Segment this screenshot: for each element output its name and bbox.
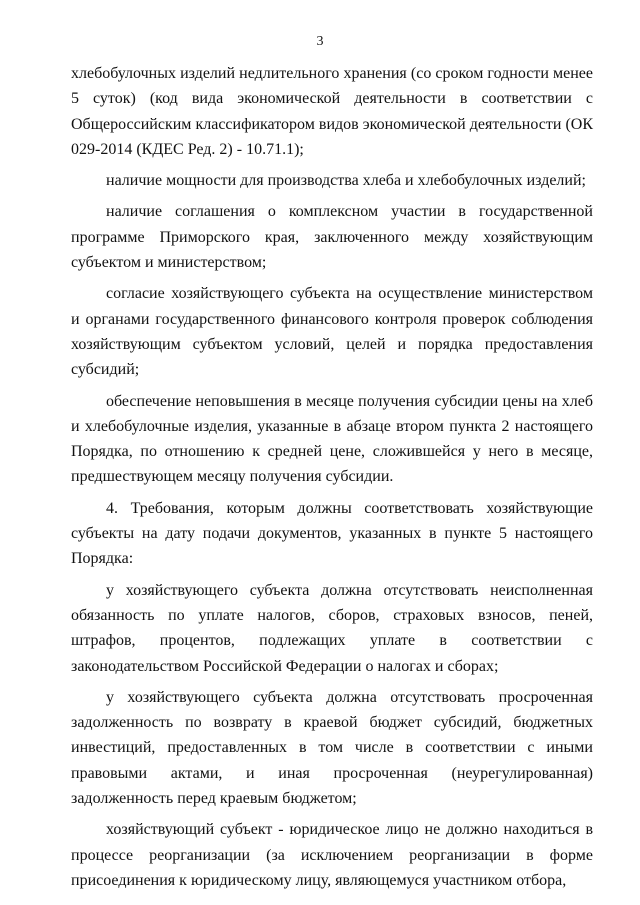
- paragraph-continuation: хлебобулочных изделий недлительного хранения (со сроком годности менее 5 суток) (код вида экономической деятельности в соответствии с Общероссийским классификатором видов экономической деятельности (ОК 029-2014 (КДЕС Ред. 2) - 10.71.1);: [71, 65, 593, 158]
- paragraph-no-reorganization: хозяйствующий субъект - юридическое лицо не должно находиться в процессе реорганизации (за исключением реорганизации в форме присоединения к юридическому лицу, являющемуся участником отбора,: [71, 821, 593, 889]
- paragraph-no-tax-debt: у хозяйствующего субъекта должна отсутствовать неисполненная обязанность по уплате налогов, сборов, страховых взносов, пеней, штрафов, процентов, подлежащих уплате в соответствии с законодательством Российской Федерации о налогах и сборах;: [71, 581, 593, 675]
- paragraph-no-budget-debt: у хозяйствующего субъекта должна отсутствовать просроченная задолженность по возврату в краевой бюджет субсидий, бюджетных инвестиций, предоставленных в том числе в соответствии с иными правовыми актами, и иная просроченная (неурегулированная) задолженность перед краевым бюджетом;: [71, 688, 593, 808]
- page-number: 3: [316, 34, 324, 49]
- paragraph-price-guarantee: обеспечение неповышения в месяце получения субсидии цены на хлеб и хлебобулочные изделия, указанные в абзаце втором пункта 2 настоящего Порядка, по отношению к средней цене, сложившейся у него в месяце, предшествующем месяцу получения субсидии.: [71, 392, 593, 486]
- paragraph-consent-to-inspections: согласие хозяйствующего субъекта на осуществление министерством и органами государственного финансового контроля проверок соблюдения хозяйствующим субъектом условий, целей и порядка предоставления субсидий;: [71, 285, 593, 379]
- document-body: [71, 61, 593, 893]
- paragraph-section-4-requirements: 4. Требования, которым должны соответствовать хозяйствующие субъекты на дату подачи документов, указанных в пункте 5 настоящего Порядка:: [71, 499, 593, 568]
- paragraph-program-agreement: наличие соглашения о комплексном участии в государственной программе Приморского края, заключенного между хозяйствующим субъектом и министерством;: [71, 203, 593, 272]
- paragraph-production-capacity: наличие мощности для производства хлеба и хлебобулочных изделий;: [106, 172, 586, 190]
